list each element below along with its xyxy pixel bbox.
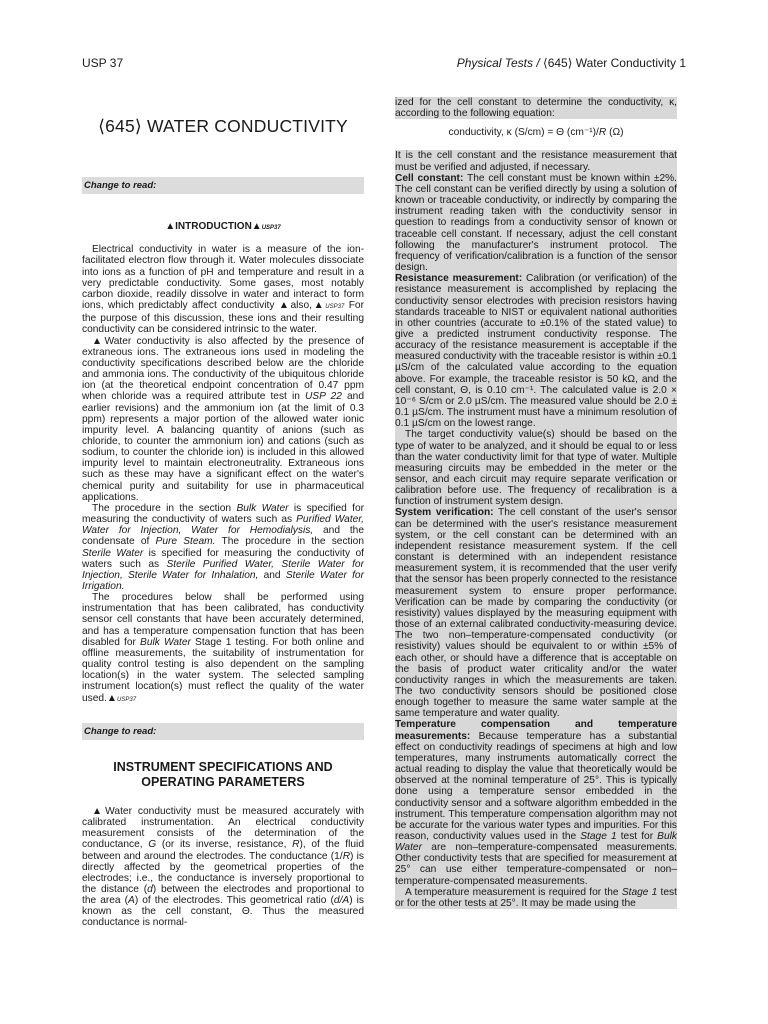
section-heading: INSTRUMENT SPECIFICATIONS AND OPERATING PARAMETERS — [113, 759, 333, 789]
text: The procedures below shall be performed using instrumentation that has been calibrated, has conductivity sensor cell constants that have been accurately determined, and has a temperature compensation function that has been disabled for — [82, 592, 364, 648]
reference: Stage 1 — [580, 831, 617, 842]
introduction-heading — [82, 221, 364, 234]
text: ) is known as the cell constant, Θ. Thus the measured conductance is normal- — [82, 895, 364, 929]
text: is specified for measuring the conductivity of waters such as — [82, 547, 364, 570]
reference: Sterile Purified Water, Sterile Water for Injection, Sterile Water for Inhalation, — [82, 558, 364, 581]
text: conductivity, κ (S/cm) = Θ (cm⁻¹)/ — [448, 127, 599, 139]
reference: Sterile Water for Irrigation. — [82, 569, 364, 592]
usp-revision-mark: USP37 — [325, 304, 345, 311]
text: are non–temperature-compensated measurements. Other conductivity tests that are specified for measurement at 25° can use either temperature-compensated or non–temperature-compensated measurements. — [395, 842, 677, 887]
usp-revision-mark: USP37 — [117, 696, 137, 703]
paragraph-intro-3 — [82, 503, 364, 592]
running-header-right — [457, 56, 686, 70]
reference: Stage 1 — [621, 886, 658, 898]
text: ) of the electrodes. This geometrical ratio ( — [134, 895, 334, 907]
symbol: A — [128, 895, 135, 907]
symbol: R — [342, 850, 351, 862]
symbol: d/A — [333, 895, 350, 907]
text: ), of the fluid between and around the electrodes. The conductance (1/ — [82, 839, 364, 862]
text: test for — [616, 831, 658, 842]
usp-revision-mark: USP37 — [261, 225, 281, 232]
symbol: R — [292, 839, 300, 851]
paragraph-cell-constant — [395, 173, 677, 273]
reference: Bulk Water — [395, 831, 677, 854]
run-in-heading: Cell constant: — [395, 172, 464, 184]
paragraph-temperature-measurement — [395, 887, 677, 909]
text: The cell constant must be known within ±2%. The cell constant can be verified directly by using a solution of known or traceable conductivity, or indirectly by comparing the instrument reading taken with the conductivity sensor in question to readings from a conductivity sensor of known or traceable cell constant. If necessary, adjust the cell constant following the manufacturer's instrument protocol. The frequency of verification/calibration is a function of the sensor design. — [395, 172, 678, 274]
run-in-heading: System verification: — [395, 507, 494, 519]
introduction-label: ▲INTRODUCTION▲ — [165, 221, 262, 233]
text: is specified for measuring the conductivity of waters such as — [82, 502, 365, 526]
symbol: R — [598, 127, 607, 139]
change-to-read-banner: Change to read: — [82, 177, 364, 194]
reference: Purified Water, Water for Injection, Water for Hemodialysis, — [82, 514, 364, 537]
text: ) is directly affected by the geometrical properties of the electrodes; i.e., the conductance is inversely proportional to the distance ( — [82, 850, 364, 895]
run-in-heading: Resistance measurement: — [395, 273, 523, 285]
chapter-title: ⟨645⟩ WATER CONDUCTIVITY — [98, 116, 348, 136]
header-section-name: Physical Tests / — [456, 56, 540, 70]
paragraph-intro-2 — [82, 336, 364, 503]
text: (or its inverse, resistance, — [156, 839, 293, 851]
text: Electrical conductivity in water is a measure of the ion-facilitated electron flow through it. Water molecules dissociate into ions as a function of pH and temperature and result in a very predictable conductivity. Some gases, most notably carbon dioxide, readily dissolve in water and interact to form ions, which predictably affect conductivity ▲also,▲ — [82, 244, 364, 312]
paragraph-verification: It is the cell constant and the resistance measurement that must be verified and adjusted, if necessary. — [395, 150, 677, 173]
text: For the purpose of this discussion, these ions and their resulting conductivity can be considered intrinsic to the water. — [82, 300, 364, 336]
running-header-left: USP 37 — [82, 56, 124, 70]
text: and earlier revisions) and the ammonium ion (at the limit of 0.3 ppm) represents a major portion of the allowed water ionic impurity level. A balancing quantity of anions (such as chloride, to counter the ammonium ion) and cations (such as sodium, to counter the chloride ion) is included in this allowed impurity level to maintain electroneutrality. Extraneous ions such as these may have a significant effect on the water's chemical purity and suitability for use in pharmaceutical applications. — [82, 391, 365, 503]
left-column — [82, 95, 364, 929]
reference: Sterile Water — [82, 547, 144, 559]
text: The procedure in the section — [215, 536, 364, 548]
symbol: G — [148, 839, 157, 851]
paragraph-instrument-spec — [82, 806, 364, 929]
right-column — [395, 97, 677, 909]
text: and — [258, 569, 286, 581]
paragraph-intro-4 — [82, 592, 364, 706]
reference: Bulk Water — [236, 502, 289, 514]
reference: Bulk Water — [140, 636, 191, 648]
text: ) between the electrodes and proportional to the area ( — [82, 883, 364, 907]
text: A temperature measurement is required for the — [405, 886, 622, 898]
text: test or for the other tests at 25°. It may be made using the — [395, 886, 677, 909]
paragraph-resistance-measurement — [395, 273, 677, 429]
text: Stage 1 testing. For both online and offline measurements, the suitability of instrumentation for quality control testing is also dependent on the sampling location(s) in the water system. The selected sampling instrument location(s) must reflect the quality of the water used.▲ — [82, 636, 365, 704]
text: Calibration (or verification) of the resistance measurement is accomplished by replacing the conductivity sensor electrodes with precision resistors having standards traceable to NIST or equivalent national authorities in other countries (accurate to ±0.1% of the stated value) to give a predicted instrument conductivity response. The accuracy of the resistance measurement is acceptable if the measured conductivity with the traceable resistor is within ±0.1 µS/cm of the calculated value according to the equation above. For example, the traceable resistor is 50 kΩ, and the cell constant, Θ, is 0.10 cm⁻¹. The calculated value is 2.0 × 10⁻⁶ S/cm or 2.0 µS/cm. The measured value should be 2.0 ± 0.1 µS/cm. The instrument must have a minimum resolution of 0.1 µS/cm on the lowest range. — [395, 273, 677, 430]
paragraph-target-conductivity: The target conductivity value(s) should be based on the type of water to be analyzed, and it should be equal to or less than the water conductivity limit for that type of water. Multiple measuring circuits may be embedded in the meter or the sensor, and each circuit may require separate verification or calibration before use. The frequency of recalibration is a function of instrument system design. — [395, 429, 677, 508]
text: Because temperature has a substantial effect on conductivity readings of specimens at high and low temperatures, many instruments automatically correct the actual reading to display the value that theoretically would be observed at the nominal temperature of 25°. This is typically done using a temperature sensor embedded in the conductivity sensor and a software algorithm embedded in the instrument. This temperature compensation algorithm may not be accurate for the various water types and impurities. For this reason, conductivity values used in the — [395, 730, 677, 842]
run-in-heading: Temperature compensation and temperature measurements: — [395, 719, 677, 742]
paragraph-continued: ized for the cell constant to determine the conductivity, κ, according to the following equation: — [395, 97, 677, 120]
text: ▲Water conductivity must be measured accurately with calibrated instrumentation. An electrical conductivity measurement consists of the determination of the conductance, — [82, 805, 364, 851]
header-chapter: ⟨645⟩ Water Conductivity 1 — [539, 56, 686, 70]
text: The procedure in the section — [92, 502, 237, 514]
conductivity-equation — [395, 127, 677, 138]
text: and the condensate of — [82, 525, 364, 548]
reference: Pure Steam. — [155, 536, 216, 548]
reference: USP 22 — [304, 391, 342, 403]
text: The cell constant of the user's sensor can be determined with the user's resistance measurement system, or the cell constant can be determined with an independent resistance measurement system. If the cell constant is determined with an independent resistance measurement system, it is recommended that the user verify that the sensor has been properly connected to the resistance measurement system to ensure proper performance. Verification can be made by comparing the conductivity (or resistivity) values displayed by the measuring equipment with those of an external calibrated conductivity-measuring device. The two non–temperature-compensated conductivity (or resistivity) values should be equivalent to or within ±5% of each other, or should have a difference that is acceptable on the basis of product water criticality and/or the water conductivity ranges in which the measurements are taken. The two conductivity sensors should be positioned close enough together to measure the same water sample at the same temperature and water quality. — [395, 507, 677, 720]
text: (Ω) — [606, 127, 624, 139]
paragraph-temperature-compensation — [395, 719, 677, 886]
paragraph-system-verification — [395, 507, 677, 719]
text: ▲Water conductivity is also affected by the presence of extraneous ions. The extraneous ions used in modeling the conductivity specifications described below are the chloride and ammonia ions. The conductivity of the ubiquitous chloride ion (at the theoretical endpoint concentration of 0.47 ppm when chloride was a required attribute test in — [82, 335, 364, 403]
paragraph-intro-1 — [82, 244, 364, 335]
symbol: d — [147, 883, 153, 895]
change-to-read-banner: Change to read: — [82, 723, 364, 740]
